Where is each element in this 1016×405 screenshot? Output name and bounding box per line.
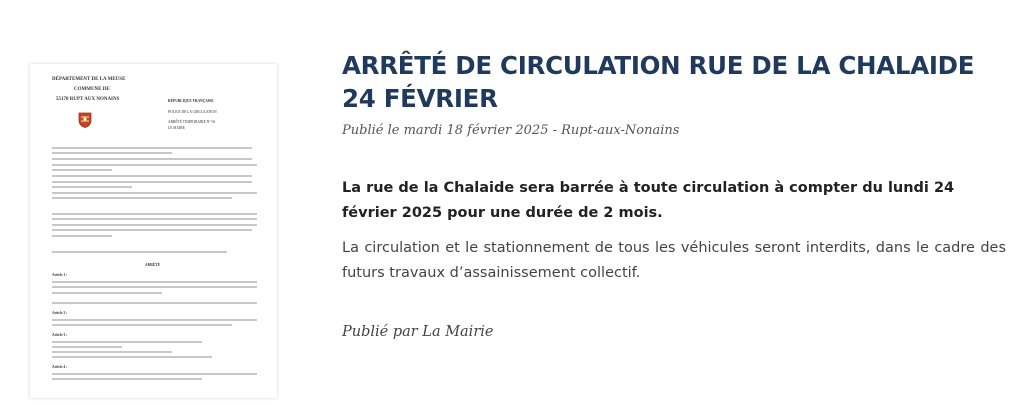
article-publication-date: Publié le mardi 18 février 2025 - Rupt-aux-Nonains <box>342 123 680 138</box>
article-title: ARRÊTÉ DE CIRCULATION RUE DE LA CHALAIDE 24 FÉVRIER <box>342 51 975 113</box>
article-content <box>342 49 1006 340</box>
doc-article-2: Article 2 : <box>52 311 68 315</box>
doc-article-4: Article 4 : <box>52 365 68 369</box>
coat-of-arms-icon <box>78 112 92 128</box>
doc-article-1: Article 1 : <box>52 273 68 277</box>
doc-police: POLICE DE LA CIRCULATION <box>168 110 217 114</box>
doc-commune: 55170 RUPT AUX NONAINS <box>56 97 120 102</box>
doc-commune-label: COMMUNE DE <box>74 87 110 92</box>
arrete-document-thumbnail[interactable] <box>30 64 277 398</box>
doc-article-3: Article 3 : <box>52 333 68 337</box>
arrete-document <box>30 64 277 398</box>
article-lead: La rue de la Chalaide sera barrée à toute circulation à compter du lundi 24 février 2025 pour une durée de 2 mois. <box>342 180 955 221</box>
doc-republic: RÉPUBLIQUE FRANÇAISE <box>168 99 214 103</box>
doc-arrete-number: ARRÊTÉ TEMPORAIRE N° 03 <box>168 120 216 124</box>
doc-signatory: LE MAIRE <box>168 126 185 130</box>
article-author: Publié par La Mairie <box>342 324 494 340</box>
article-body: La circulation et le stationnement de tous les véhicules seront interdits, dans le cadre des futurs travaux d’assainissement collectif. <box>342 240 1006 281</box>
doc-department: DÉPARTEMENT DE LA MEUSE <box>52 77 126 82</box>
doc-arrete-heading: ARRÊTÉ <box>145 263 160 267</box>
